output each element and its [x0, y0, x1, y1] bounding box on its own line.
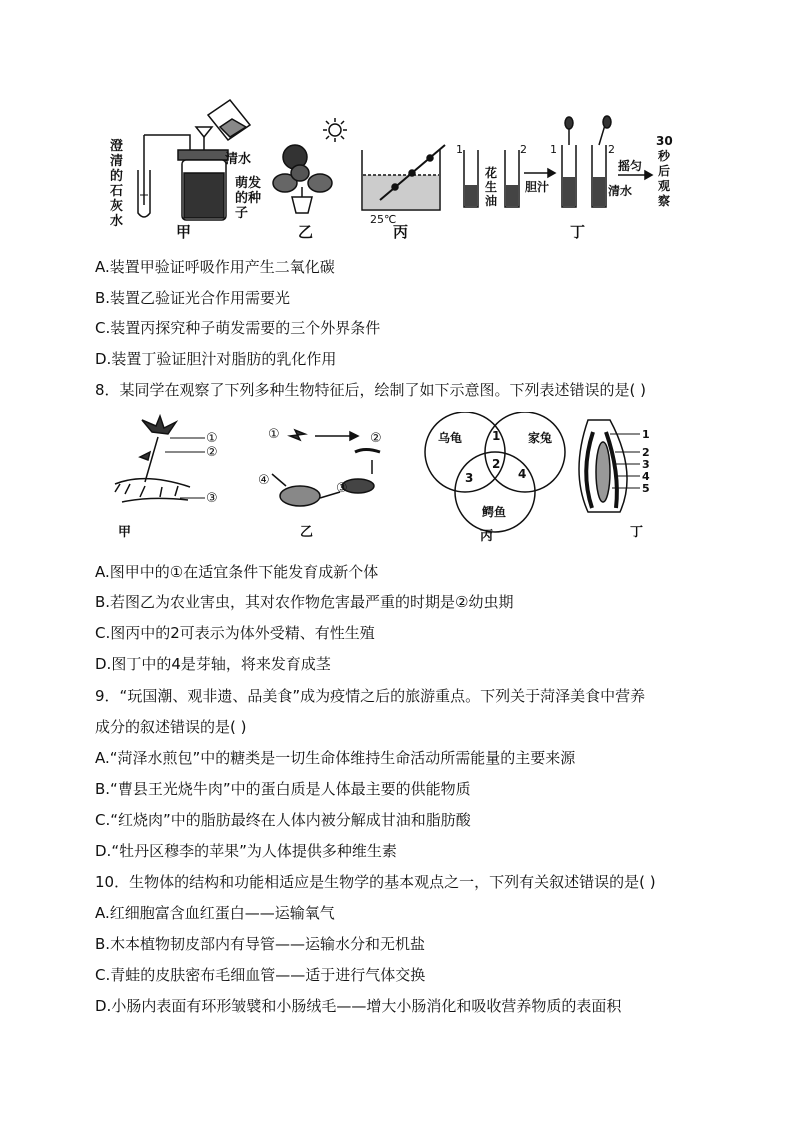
svg-text:清: 清: [110, 154, 124, 169]
svg-text:3: 3: [465, 471, 474, 485]
svg-text:秒: 秒: [658, 149, 671, 163]
experiment-figure: [100, 95, 700, 245]
q9-stem-line-2: 成分的叙述错误的是( ): [95, 718, 247, 736]
svg-text:4: 4: [642, 470, 650, 483]
bud-labels: [642, 428, 650, 495]
svg-text:石: 石: [110, 184, 124, 199]
seed-jar: [178, 127, 228, 220]
q10-option-c: C.青蛙的皮肤密布毛细血管——适于进行气体交换: [95, 966, 426, 984]
svg-text:④: ④: [258, 473, 270, 488]
q9-stem-line-1: 9．“玩国潮、观非遗、品美食”成为疫情之后的旅游重点。下列关于菏泽美食中营养: [95, 687, 646, 705]
svg-text:家兔: 家兔: [528, 431, 553, 445]
svg-text:①: ①: [206, 431, 218, 446]
venn-labels: [438, 429, 552, 519]
q8-option-d: D.图丁中的4是芽轴，将来发育成茎: [95, 655, 331, 673]
pouring-beaker: [208, 100, 250, 140]
q8-option-c: C.图丙中的2可表示为体外受精、有性生殖: [95, 624, 375, 642]
svg-text:乌龟: 乌龟: [438, 431, 463, 445]
q9-option-d: D.“牡丹区穆李的苹果”为人体提供多种维生素: [95, 842, 397, 860]
q8-option-b: B.若图乙为农业害虫，其对农作物危害最严重的时期是②幼虫期: [95, 593, 514, 611]
potted-plant: [273, 145, 332, 213]
q9-option-a: A.“菏泽水煎包”中的糖类是一切生命体维持生命活动所需能量的主要来源: [95, 749, 576, 767]
q10-option-a: A.红细胞富含血红蛋白——运输氧气: [95, 904, 335, 922]
peanut-oil-label: [484, 165, 497, 208]
svg-text:1: 1: [642, 428, 650, 441]
seeds-label: [235, 175, 262, 221]
dropper-tubes: [550, 116, 615, 207]
label8-yi: 乙: [300, 525, 314, 540]
svg-text:水: 水: [110, 214, 124, 229]
svg-text:2: 2: [492, 457, 501, 471]
q8-stem: 8．某同学在观察了下列多种生物特征后，绘制了如下示意图。下列表述错误的是( ): [95, 381, 647, 399]
label-bing: 丙: [393, 223, 409, 241]
organism-figure: [100, 412, 700, 547]
plant-labels: [206, 431, 218, 506]
clearwater-label: 清水: [225, 152, 252, 167]
label8-bing: 丙: [480, 529, 494, 544]
plant-diagram: [115, 416, 205, 502]
observe-label: [656, 134, 673, 208]
svg-text:子: 子: [235, 206, 249, 221]
q7-option-d: D.装置丁验证胆汁对脂肪的乳化作用: [95, 350, 337, 368]
q9-option-b: B.“曹县王光烧牛肉”中的蛋白质是人体最主要的供能物质: [95, 780, 471, 798]
q10-stem: 10．生物体的结构和功能相适应是生物学的基本观点之一，下列有关叙述错误的是( ): [95, 873, 656, 891]
svg-text:后: 后: [658, 164, 671, 178]
label-ding: 丁: [570, 223, 586, 241]
svg-text:③: ③: [336, 481, 348, 496]
svg-text:2: 2: [608, 143, 615, 156]
svg-text:花: 花: [485, 166, 498, 180]
insect-lifecycle: [272, 430, 380, 506]
svg-text:4: 4: [518, 467, 527, 481]
svg-text:②: ②: [370, 431, 382, 446]
label8-jia: 甲: [118, 525, 132, 540]
svg-text:观: 观: [658, 179, 671, 193]
water-beaker: [362, 145, 445, 210]
svg-text:鳄鱼: 鳄鱼: [482, 505, 507, 519]
q7-option-c: C.装置丙探究种子萌发需要的三个外界条件: [95, 319, 381, 337]
limewater-label: [110, 138, 123, 229]
svg-text:察: 察: [658, 194, 671, 208]
svg-text:②: ②: [206, 445, 218, 460]
svg-text:3: 3: [642, 458, 650, 471]
q9-option-c: C.“红烧肉”中的脂肪最终在人体内被分解成甘油和脂肪酸: [95, 811, 471, 829]
temperature-label: 25℃: [370, 213, 397, 226]
clearwater-label-2: 清水: [608, 184, 633, 198]
bud-diagram: [579, 420, 640, 512]
arrow-to-bile: [524, 169, 555, 177]
shake-label: 摇匀: [618, 159, 643, 173]
svg-text:生: 生: [485, 180, 498, 194]
svg-text:1: 1: [456, 143, 463, 156]
svg-text:2: 2: [642, 446, 650, 459]
q10-option-d: D.小肠内表面有环形皱襞和小肠绒毛——增大小肠消化和吸收营养物质的表面积: [95, 997, 622, 1015]
svg-text:油: 油: [485, 194, 498, 208]
q10-option-b: B.木本植物韧皮部内有导管——运输水分和无机盐: [95, 935, 426, 953]
svg-text:萌发: 萌发: [235, 176, 262, 191]
q7-option-a: A.装置甲验证呼吸作用产生二氧化碳: [95, 258, 335, 276]
svg-text:2: 2: [520, 143, 527, 156]
label-jia: 甲: [176, 223, 192, 241]
label-yi: 乙: [298, 223, 314, 241]
svg-text:1: 1: [550, 143, 557, 156]
svg-text:①: ①: [268, 427, 280, 442]
svg-text:30: 30: [656, 134, 673, 148]
svg-text:③: ③: [206, 491, 218, 506]
svg-text:澄: 澄: [110, 139, 124, 154]
label8-ding: 丁: [630, 525, 644, 540]
bile-label: 胆汁: [525, 180, 550, 194]
q8-option-a: A.图甲中的①在适宜条件下能发育成新个体: [95, 563, 379, 581]
svg-text:灰: 灰: [110, 199, 124, 214]
q7-option-b: B.装置乙验证光合作用需要光: [95, 289, 291, 307]
svg-text:5: 5: [642, 482, 650, 495]
svg-text:的种: 的种: [235, 191, 262, 206]
svg-text:的: 的: [110, 169, 124, 184]
sun-icon: [323, 118, 347, 142]
svg-text:1: 1: [492, 429, 501, 443]
